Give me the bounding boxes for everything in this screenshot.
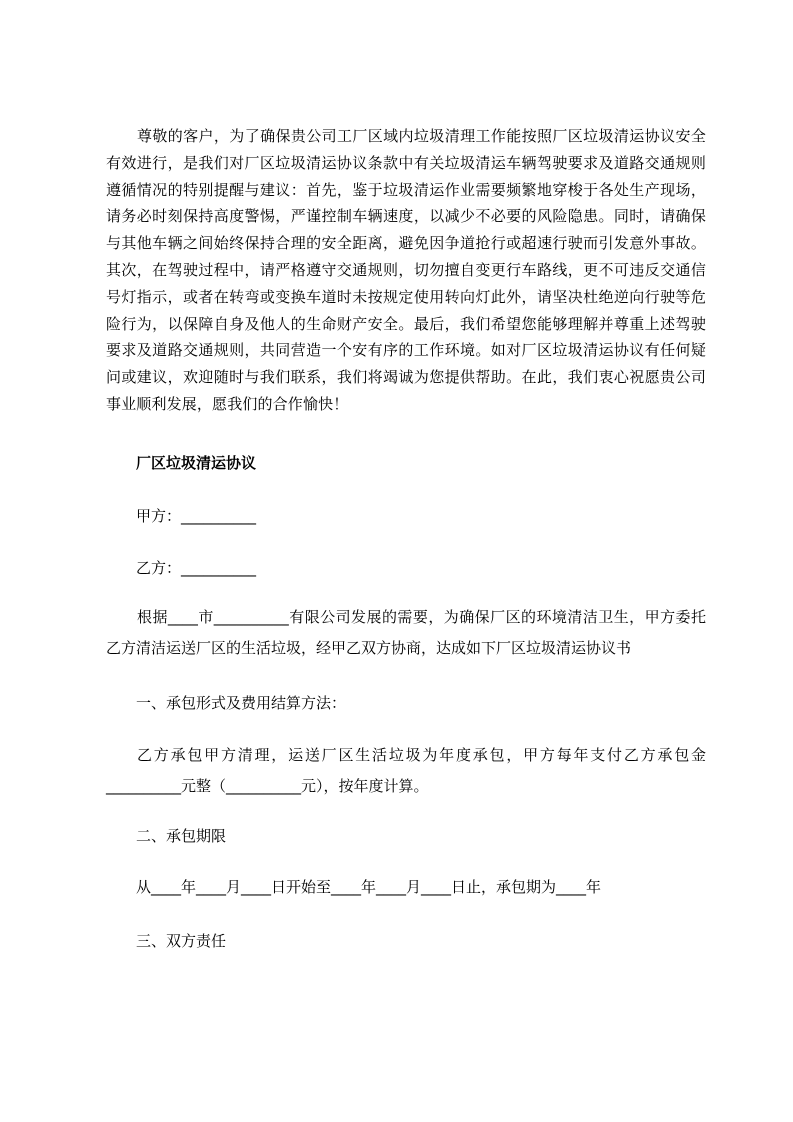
agreement-title: 厂区垃圾清运协议 xyxy=(136,454,257,472)
section-1-heading: 一、承包形式及费用结算方法： xyxy=(136,694,347,712)
section-2-heading: 二、承包期限 xyxy=(136,827,227,845)
party-a-line: 甲方：__________ xyxy=(136,507,257,525)
party-b-line: 乙方：__________ xyxy=(136,559,257,577)
intro-paragraph: 尊敬的客户，为了确保贵公司工厂区域内垃圾清理工作能按照厂区垃圾清运协议安全有效进行，是我们对厂区垃圾清运协议条款中有关垃圾清运车辆驾驶要求及道路交通规则遵循情况的特别提醒与建议：首先，鉴于垃圾清运作业需要频繁地穿梭于各处生产现场，请务必时刻保持高度警惕，严谨控制车辆速度，以减少不必要的风险隐患。同时，请确保与其他车辆之间始终保持合理的安全距离，避免因争道抢行或超速行驶而引发意外事故。其次，在驾驶过程中，请严格遵守交通规则，切勿擅自变更行车路线，更不可违反交通信号灯指示，或者在转弯或变换车道时未按规定使用转向灯此外，请坚决杜绝逆向行驶等危险行为，以保障自身及他人的生命财产安全。最后，我们希望您能够理解并尊重上述驾驶要求及道路交通规则，共同营造一个安有序的工作环境。如对厂区垃圾清运协议有任何疑问或建议，欢迎随时与我们联系，我们将竭诚为您提供帮助。在此，我们衷心祝愿贵公司事业顺利发展，愿我们的合作愉快！ xyxy=(106,127,706,413)
preamble-paragraph: 根据____市__________有限公司发展的需要，为确保厂区的环境清洁卫生，甲方委托乙方清洁运送厂区的生活垃圾，经甲乙双方协商，达成如下厂区垃圾清运协议书 xyxy=(106,608,706,657)
section-2-body: 从____年____月____日开始至____年____月____日止，承包期为____年 xyxy=(136,878,602,896)
section-1-body: 乙方承包甲方清理，运送厂区生活垃圾为年度承包，甲方每年支付乙方承包金__________元整（__________元），按年度计算。 xyxy=(106,746,706,795)
section-3-heading: 三、双方责任 xyxy=(136,932,227,950)
